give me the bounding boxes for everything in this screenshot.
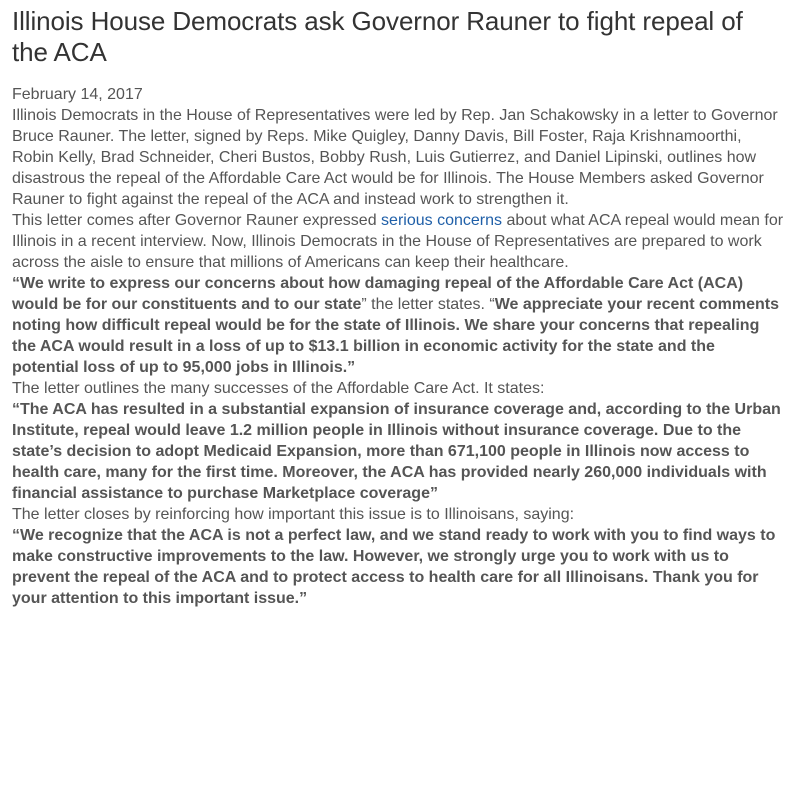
- serious-concerns-link[interactable]: serious concerns: [381, 212, 502, 229]
- letter-quote-part-1: “We write to express our concerns about how damaging repeal of the Affordable Care Act (ACA) would be for our constituents and to our state: [12, 275, 744, 313]
- paragraph-context: [12, 210, 784, 273]
- paragraph-letter-quote: [12, 273, 784, 378]
- paragraph-intro: Illinois Democrats in the House of Representatives were led by Rep. Jan Schakowsky in a letter to Governor Bruce Rauner. The letter, signed by Reps. Mike Quigley, Danny Davis, Bill Foster, Raja Krishnamoorthi, Robin Kelly, Brad Schneider, Cheri Bustos, Bobby Rush, Luis Gutierrez, and Daniel Lipinski, outlines how disastrous the repeal of the Affordable Care Act would be for Illinois. The House Members asked Governor Rauner to fight against the repeal of the ACA and instead work to strengthen it.: [12, 107, 778, 208]
- successes-quote: “The ACA has resulted in a substantial expansion of insurance coverage and, according to the Urban Institute, repeal would leave 1.2 million people in Illinois without insurance coverage. Due to the state’s decision to adopt Medicaid Expansion, more than 671,100 people in Illinois now access to health care, many for the first time. Moreover, the ACA has provided nearly 260,000 individuals with financial assistance to purchase Marketplace coverage”: [12, 401, 781, 502]
- paragraph-successes-quote: [12, 399, 784, 504]
- article-title: Illinois House Democrats ask Governor Rauner to fight repeal of the ACA: [12, 6, 743, 67]
- paragraph-context-text-before: This letter comes after Governor Rauner expressed: [12, 212, 382, 229]
- paragraph-closing-quote: [12, 525, 784, 609]
- article-date: February 14, 2017: [12, 86, 143, 103]
- letter-quote-part-2: We appreciate your recent comments noting how difficult repeal would be for the state of Illinois. We share your concerns that repealing the ACA would result in a loss of up to $13.1 billion in economic activity for the state and the potential loss of up to 95,000 jobs in Illinois.”: [12, 296, 779, 376]
- closing-quote: “We recognize that the ACA is not a perfect law, and we stand ready to work with you to find ways to make constructive improvements to the law. However, we strongly urge you to work with us to prevent the repeal of the ACA and to protect access to health care for all Illinoisans. Thank you for your attention to this important issue.”: [12, 527, 776, 607]
- paragraph-context-text-after: about what ACA repeal would mean for Illinois in a recent interview. Now, Illinois Democrats in the House of Representatives are prepared to work across the aisle to ensure that millions of Americans can keep their healthcare.: [12, 212, 784, 271]
- paragraph-successes-intro: The letter outlines the many successes of the Affordable Care Act. It states:: [12, 380, 545, 397]
- letter-quote-attribution: ” the letter states. “: [361, 296, 495, 313]
- paragraph-closing-intro: The letter closes by reinforcing how important this issue is to Illinoisans, saying:: [12, 506, 575, 523]
